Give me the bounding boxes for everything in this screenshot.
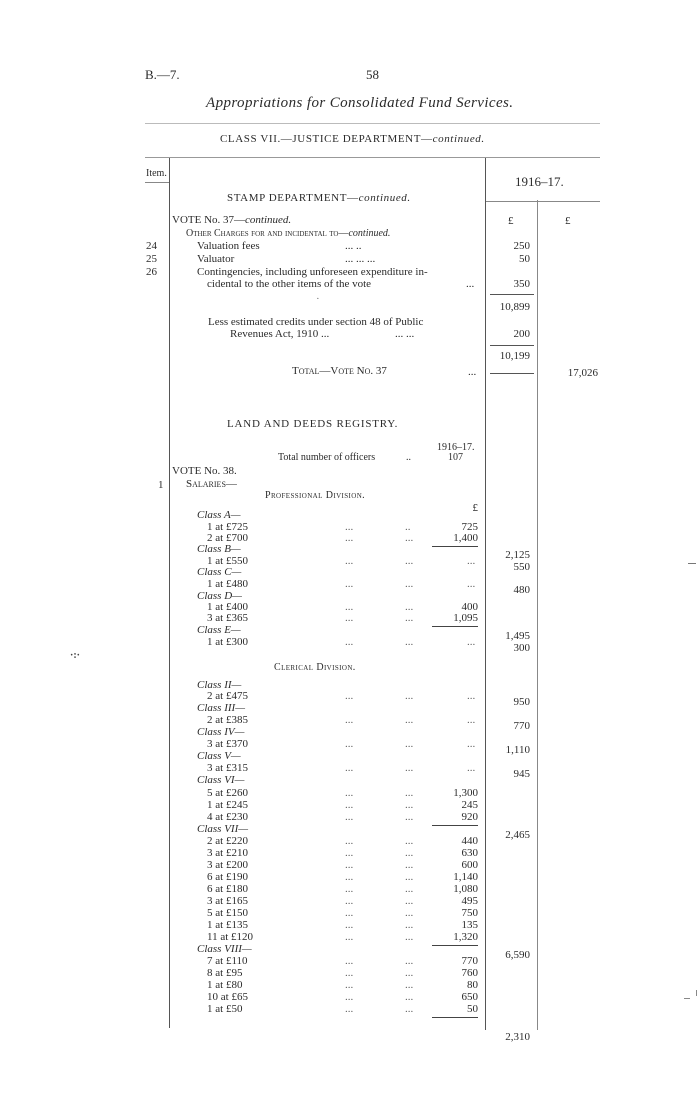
salary-amount: 920 bbox=[461, 811, 478, 823]
professional-division-heading: Professional Division. bbox=[265, 490, 366, 501]
stamp-heading-cont: continued. bbox=[358, 192, 411, 204]
leader-dots: ... bbox=[467, 636, 476, 648]
class-heading-row: Class VIII— bbox=[197, 943, 252, 955]
salary-amount: 630 bbox=[461, 847, 478, 859]
leader-dots: ... bbox=[405, 787, 414, 799]
class-subtotal: 480 bbox=[513, 584, 530, 596]
sum-rule bbox=[432, 546, 478, 547]
officers-count: 107 bbox=[448, 452, 463, 463]
sum-rule bbox=[432, 626, 478, 627]
salary-amount: 1,095 bbox=[453, 612, 478, 624]
leader-dots: ... bbox=[405, 895, 414, 907]
salary-rate: 5 at £150 bbox=[207, 907, 248, 919]
item-amount: 250 bbox=[513, 240, 530, 252]
sum-rule bbox=[432, 1017, 478, 1018]
page-number: 58 bbox=[366, 67, 379, 82]
leader-dots: ... bbox=[345, 931, 354, 943]
leader-dots: ... ... bbox=[395, 328, 415, 340]
leader-dots: ... bbox=[345, 738, 354, 750]
salary-amount: 1,140 bbox=[453, 871, 478, 883]
salary-rate: 10 at £65 bbox=[207, 991, 248, 1003]
class-subtotal: 1,110 bbox=[505, 744, 530, 756]
salary-rate: 6 at £180 bbox=[207, 883, 248, 895]
class-subtotal: 6,590 bbox=[505, 949, 530, 961]
leader-dots: ... bbox=[405, 835, 414, 847]
leader-dots: ... bbox=[405, 612, 414, 624]
leader-dots: ... bbox=[345, 847, 354, 859]
salary-rate: 4 at £230 bbox=[207, 811, 248, 823]
sum-rule bbox=[432, 945, 478, 946]
class-subtotal: 770 bbox=[513, 720, 530, 732]
salary-amount: 725 bbox=[461, 521, 478, 533]
class-heading-row: Class E— bbox=[197, 624, 241, 636]
salary-amount: 440 bbox=[461, 835, 478, 847]
leader-dots: ... bbox=[405, 1003, 414, 1015]
salary-rate: 6 at £190 bbox=[207, 871, 248, 883]
leader-dots: ... bbox=[405, 738, 414, 750]
class-heading-row: Class III— bbox=[197, 702, 245, 714]
leader-dots: ... .. bbox=[345, 240, 362, 252]
other-charges-heading bbox=[186, 229, 390, 239]
leader-dots: ... bbox=[467, 738, 476, 750]
salary-rate: 3 at £315 bbox=[207, 762, 248, 774]
leader-dots: ... bbox=[345, 835, 354, 847]
other-charges-main: Other Charges for and incidental to— bbox=[186, 228, 349, 239]
class-heading-cont: continued. bbox=[432, 133, 485, 145]
leader-dots: ... bbox=[467, 690, 476, 702]
total-column-rule bbox=[537, 200, 538, 1030]
salary-rate: 1 at £480 bbox=[207, 578, 248, 590]
salary-rate: 1 at £135 bbox=[207, 919, 248, 931]
currency-symbol: £ bbox=[508, 215, 514, 227]
leader-dots: ... bbox=[345, 811, 354, 823]
officers-label: Total number of officers bbox=[278, 452, 376, 463]
salary-rate: 1 at £50 bbox=[207, 1003, 243, 1015]
year-column-header: 1916–17. bbox=[515, 174, 564, 189]
leader-dots: .. bbox=[406, 452, 411, 463]
class-heading-row: Class D— bbox=[197, 590, 242, 602]
vote-37-cont: continued. bbox=[245, 214, 292, 226]
leader-dots: ... bbox=[345, 895, 354, 907]
leader-dots: ... bbox=[345, 907, 354, 919]
leader-dots: ... bbox=[405, 799, 414, 811]
leader-dots: ... bbox=[345, 762, 354, 774]
class-heading-row: Class A— bbox=[197, 509, 241, 521]
salary-rate: 3 at £365 bbox=[207, 612, 248, 624]
item-number: 26 bbox=[146, 266, 157, 278]
net-amount: 10,199 bbox=[499, 350, 530, 362]
document-code: B.—7. bbox=[145, 67, 180, 82]
leader-dots: ... bbox=[405, 979, 414, 991]
leader-dots: ... bbox=[345, 955, 354, 967]
officers-year: 1916–17. bbox=[437, 442, 475, 453]
salary-rate: 1 at £725 bbox=[207, 521, 248, 533]
leader-dots: ... bbox=[345, 919, 354, 931]
salary-rate: 1 at £550 bbox=[207, 555, 248, 567]
item-label: Valuation fees bbox=[197, 240, 260, 252]
leader-dots: ... bbox=[467, 578, 476, 590]
less-credits-label-continued: Revenues Act, 1910 ... bbox=[230, 328, 330, 340]
salary-rate: 1 at £400 bbox=[207, 601, 248, 613]
item-number: 24 bbox=[146, 240, 157, 252]
salary-amount: 245 bbox=[461, 799, 478, 811]
less-credits-label: Less estimated credits under section 48 of Public bbox=[208, 316, 424, 328]
class-subtotal: 1,495 bbox=[505, 630, 530, 642]
salary-amount: 750 bbox=[461, 907, 478, 919]
leader-dots: ... bbox=[405, 883, 414, 895]
salary-amount: 600 bbox=[461, 859, 478, 871]
leader-dots: ... bbox=[345, 521, 354, 533]
salary-rate: 1 at £245 bbox=[207, 799, 248, 811]
leader-dots: ... bbox=[405, 714, 414, 726]
margin-mark: ·:· bbox=[70, 650, 80, 661]
item-number: 25 bbox=[146, 253, 157, 265]
salaries-heading: Salaries— bbox=[186, 478, 237, 490]
item-number: 1 bbox=[158, 479, 164, 491]
leader-dots: ... bbox=[405, 991, 414, 1003]
class-subtotal: 2,310 bbox=[505, 1031, 530, 1043]
less-credits-amount: 200 bbox=[513, 328, 530, 340]
margin-mark bbox=[696, 990, 697, 996]
leader-dots: ... bbox=[405, 690, 414, 702]
leader-dots: ... bbox=[345, 967, 354, 979]
class-heading-row: Class C— bbox=[197, 566, 242, 578]
class-heading bbox=[220, 134, 485, 145]
class-heading-row: Class II— bbox=[197, 679, 242, 691]
salary-amount: 770 bbox=[461, 955, 478, 967]
vote-37-main: VOTE No. 37— bbox=[172, 214, 246, 226]
sum-rule bbox=[490, 294, 534, 295]
class-heading-row: Class B— bbox=[197, 543, 241, 555]
leader-dots: ... bbox=[405, 847, 414, 859]
stray-mark: · bbox=[316, 293, 320, 305]
salary-amount: 650 bbox=[461, 991, 478, 1003]
vote-total-label: Total—Vote No. 37 bbox=[292, 365, 387, 377]
stamp-department-heading bbox=[227, 193, 411, 204]
sum-rule bbox=[490, 345, 534, 346]
salary-amount: 760 bbox=[461, 967, 478, 979]
salary-rate: 1 at £80 bbox=[207, 979, 243, 991]
margin-mark bbox=[688, 563, 696, 564]
sum-rule bbox=[432, 825, 478, 826]
salary-amount: 80 bbox=[467, 979, 478, 991]
leader-dots: ... bbox=[345, 690, 354, 702]
leader-dots: ... bbox=[405, 907, 414, 919]
leader-dots: ... bbox=[345, 612, 354, 624]
leader-dots: ... bbox=[345, 799, 354, 811]
vote-38-heading: VOTE No. 38. bbox=[172, 465, 237, 477]
leader-dots: ... bbox=[405, 919, 414, 931]
class-heading-row: Class VI— bbox=[197, 774, 245, 786]
year-header-rule bbox=[486, 201, 600, 202]
leader-dots: ... bbox=[345, 871, 354, 883]
table-top-rule bbox=[145, 157, 600, 158]
leader-dots: ... bbox=[405, 931, 414, 943]
salary-rate: 2 at £385 bbox=[207, 714, 248, 726]
leader-dots: ... bbox=[405, 859, 414, 871]
leader-dots: ... bbox=[345, 578, 354, 590]
leader-dots: ... bbox=[468, 366, 477, 378]
salary-rate: 11 at £120 bbox=[207, 931, 254, 943]
leader-dots: ... bbox=[345, 859, 354, 871]
leader-dots: ... bbox=[345, 883, 354, 895]
total-rule bbox=[490, 373, 534, 374]
leader-dots: ... bbox=[405, 762, 414, 774]
stamp-heading-main: STAMP DEPARTMENT— bbox=[227, 192, 359, 204]
leader-dots: ... bbox=[405, 636, 414, 648]
leader-dots: ... ... ... bbox=[345, 253, 376, 265]
item-amount: 350 bbox=[513, 278, 530, 290]
item-label: Contingencies, including unforeseen expenditure in- bbox=[197, 266, 428, 278]
class-subtotal: 2,465 bbox=[505, 829, 530, 841]
leader-dots: ... bbox=[467, 762, 476, 774]
leader-dots: ... bbox=[405, 811, 414, 823]
salary-amount: 400 bbox=[461, 601, 478, 613]
salary-amount: 1,300 bbox=[453, 787, 478, 799]
leader-dots: ... bbox=[467, 555, 476, 567]
leader-dots: ... bbox=[466, 278, 475, 290]
class-heading-row: Class V— bbox=[197, 750, 241, 762]
salary-amount: 50 bbox=[467, 1003, 478, 1015]
leader-dots: ... bbox=[345, 979, 354, 991]
item-column-header: Item. bbox=[146, 168, 167, 179]
vote-37-heading bbox=[172, 215, 291, 226]
leader-dots: ... bbox=[345, 532, 354, 544]
leader-dots: ... bbox=[345, 555, 354, 567]
item-column-rule bbox=[169, 158, 170, 1028]
vote-total-amount: 17,026 bbox=[567, 367, 598, 379]
leader-dots: ... bbox=[345, 1003, 354, 1015]
item-amount: 50 bbox=[519, 253, 530, 265]
salary-rate: 1 at £300 bbox=[207, 636, 248, 648]
salary-amount: 1,080 bbox=[453, 883, 478, 895]
leader-dots: ... bbox=[345, 991, 354, 1003]
leader-dots: ... bbox=[345, 714, 354, 726]
land-deeds-heading: LAND AND DEEDS REGISTRY. bbox=[227, 418, 399, 430]
title-rule bbox=[145, 123, 600, 124]
item-label-continued: cidental to the other items of the vote bbox=[207, 278, 372, 290]
salary-amount: 135 bbox=[461, 919, 478, 931]
salary-amount: 495 bbox=[461, 895, 478, 907]
leader-dots: ... bbox=[405, 532, 414, 544]
class-heading-row: Class IV— bbox=[197, 726, 245, 738]
leader-dots: .. bbox=[405, 521, 411, 533]
class-heading-row: Class VII— bbox=[197, 823, 249, 835]
salary-amount: 1,400 bbox=[453, 532, 478, 544]
salary-rate: 3 at £370 bbox=[207, 738, 248, 750]
subtotal-amount: 10,899 bbox=[499, 301, 530, 313]
class-subtotal: 945 bbox=[513, 768, 530, 780]
leader-dots: ... bbox=[405, 967, 414, 979]
item-label: Valuator bbox=[197, 253, 235, 265]
leader-dots: ... bbox=[405, 601, 414, 613]
class-subtotal: 2,125 bbox=[505, 549, 530, 561]
margin-mark bbox=[684, 998, 690, 999]
salary-rate: 2 at £220 bbox=[207, 835, 248, 847]
clerical-division-heading: Clerical Division. bbox=[274, 662, 356, 673]
leader-dots: ... bbox=[405, 871, 414, 883]
pound-sign: £ bbox=[472, 502, 478, 514]
leader-dots: ... bbox=[345, 636, 354, 648]
class-subtotal: 300 bbox=[513, 642, 530, 654]
leader-dots: ... bbox=[405, 955, 414, 967]
leader-dots: ... bbox=[405, 578, 414, 590]
salary-rate: 2 at £475 bbox=[207, 690, 248, 702]
salary-rate: 8 at £95 bbox=[207, 967, 243, 979]
class-heading-main: CLASS VII.—JUSTICE DEPARTMENT— bbox=[220, 133, 433, 145]
leader-dots: ... bbox=[345, 787, 354, 799]
salary-rate: 2 at £700 bbox=[207, 532, 248, 544]
class-subtotal: 950 bbox=[513, 696, 530, 708]
class-subtotal: 550 bbox=[513, 561, 530, 573]
salary-rate: 3 at £210 bbox=[207, 847, 248, 859]
item-header-rule bbox=[145, 182, 169, 183]
salary-rate: 5 at £260 bbox=[207, 787, 248, 799]
salary-amount: 1,320 bbox=[453, 931, 478, 943]
currency-symbol: £ bbox=[565, 215, 571, 227]
other-charges-cont: continued. bbox=[348, 228, 391, 239]
salary-rate: 3 at £165 bbox=[207, 895, 248, 907]
leader-dots: ... bbox=[467, 714, 476, 726]
page-title: Appropriations for Consolidated Fund Services. bbox=[206, 95, 514, 111]
leader-dots: ... bbox=[405, 555, 414, 567]
salary-rate: 3 at £200 bbox=[207, 859, 248, 871]
leader-dots: ... bbox=[345, 601, 354, 613]
salary-rate: 7 at £110 bbox=[207, 955, 248, 967]
